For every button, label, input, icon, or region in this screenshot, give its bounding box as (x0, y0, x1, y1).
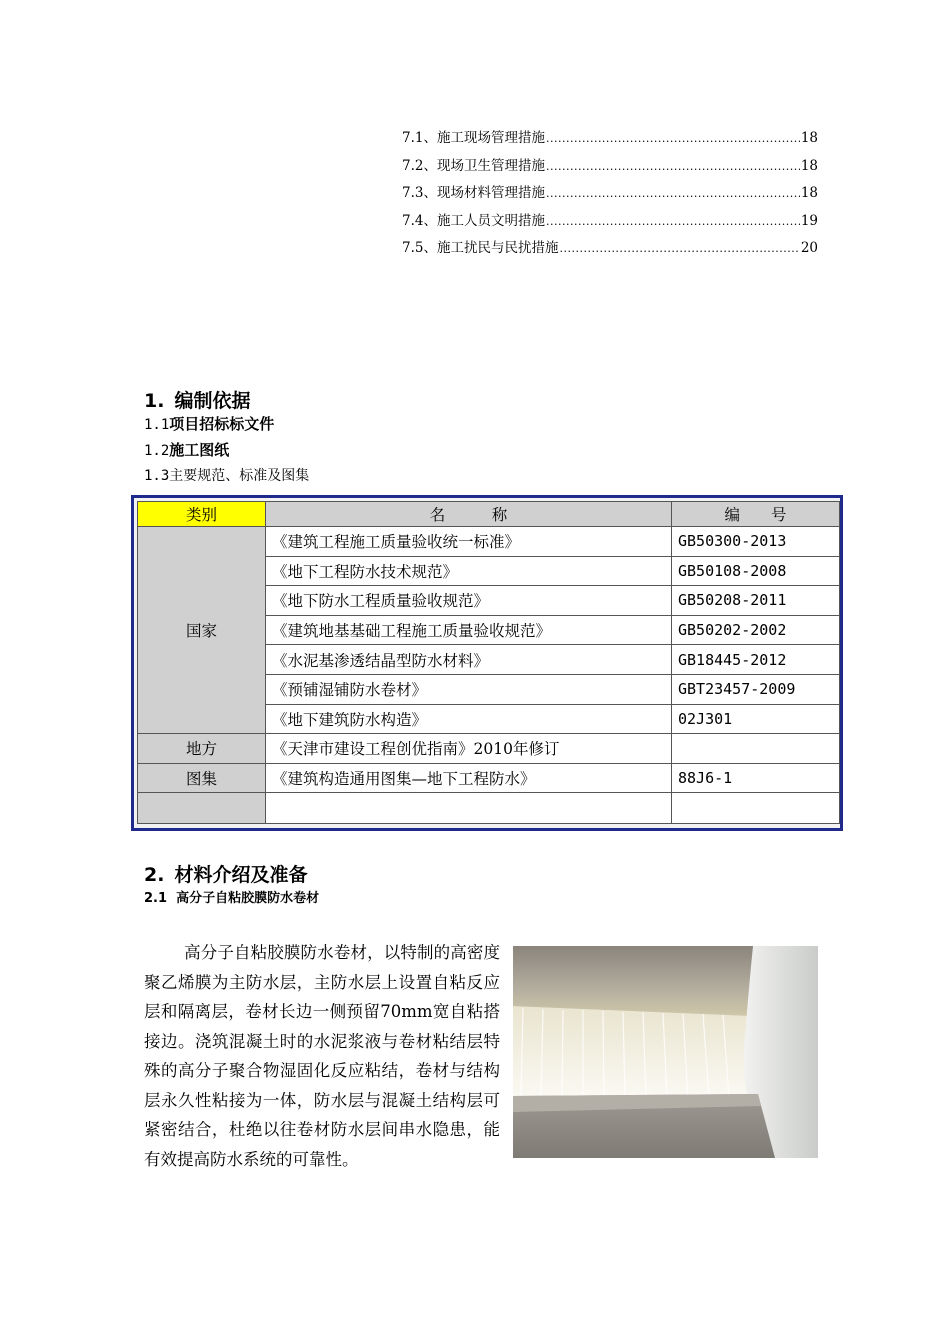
standard-name-cell: 《天津市建设工程创优指南》2010年修订 (266, 734, 672, 764)
toc-entry-label: 7.5、施工扰民与民扰措施 (402, 240, 559, 256)
subsection-title: 施工图纸 (169, 441, 230, 459)
section-number: 2. (144, 864, 165, 886)
toc-entry-page: 20 (800, 240, 818, 256)
toc-entry-label: 7.1、施工现场管理措施 (402, 130, 545, 146)
standard-code-cell: GB50108-2008 (672, 556, 840, 586)
standard-name-cell: 《预铺湿铺防水卷材》 (266, 674, 672, 704)
membrane-product-photo (513, 946, 818, 1158)
table-row (138, 793, 840, 824)
standard-code-cell: GB50300-2013 (672, 527, 840, 557)
toc-entry[interactable] (402, 126, 818, 154)
table-of-contents (402, 126, 818, 264)
toc-leader-dots (546, 215, 800, 228)
standard-name-cell: 《地下工程防水技术规范》 (266, 556, 672, 586)
section-1-heading (144, 386, 250, 413)
standard-name-cell: 《地下建筑防水构造》 (266, 704, 672, 734)
toc-entry[interactable] (402, 154, 818, 182)
subsection-2-1-heading (144, 887, 319, 906)
standard-code-cell: GB18445-2012 (672, 645, 840, 675)
section-number: 1. (144, 390, 165, 412)
standard-code-cell: GB50202-2002 (672, 615, 840, 645)
standard-code-cell: GBT23457-2009 (672, 674, 840, 704)
standard-code-cell: 88J6-1 (672, 763, 840, 793)
subsection-title: 主要规范、标准及图集 (169, 468, 310, 484)
toc-entry[interactable] (402, 236, 818, 264)
standards-table-frame (131, 495, 843, 831)
column-header-category: 类别 (138, 502, 266, 527)
standard-name-cell: 《建筑工程施工质量验收统一标准》 (266, 527, 672, 557)
standard-name-cell: 《地下防水工程质量验收规范》 (266, 586, 672, 616)
toc-entry[interactable] (402, 209, 818, 237)
toc-leader-dots (546, 160, 800, 173)
category-cell: 图集 (138, 763, 266, 793)
standard-code-cell (672, 734, 840, 764)
toc-entry-label: 7.2、现场卫生管理措施 (402, 157, 545, 174)
toc-entry-page: 18 (800, 185, 818, 201)
standard-name-cell: 《水泥基渗透结晶型防水材料》 (266, 645, 672, 675)
toc-entry-page: 19 (800, 212, 818, 229)
toc-entry-page: 18 (800, 130, 818, 146)
subsection-1-1-heading (144, 413, 274, 434)
subsection-1-2-heading (144, 439, 229, 460)
paragraph-text: 高分子自粘胶膜防水卷材，以特制的高密度聚乙烯膜为主防水层，主防水层上设置自粘反应层和隔离层，卷材长边一侧预留70mm宽自粘搭接边。浇筑混凝土时的水泥浆液与卷材粘结层特殊的高分子聚合物湿固化反应粘结，卷材与结构层永久性粘接为一体，防水层与混凝土结构层可紧密结合，杜绝以往卷材防水层间串水隐患，能有效提高防水系统的可靠性。 (144, 943, 500, 1169)
standard-name-cell: 《建筑构造通用图集—地下工程防水》 (266, 763, 672, 793)
category-cell: 国家 (138, 527, 266, 734)
table-row (138, 763, 840, 793)
standard-code-cell: GB50208-2011 (672, 586, 840, 616)
subsection-number: 2.1 (144, 891, 168, 906)
table-header-row (138, 502, 840, 527)
table-row (138, 734, 840, 764)
section-title: 编制依据 (174, 390, 251, 412)
toc-leader-dots (546, 132, 800, 145)
toc-entry-label: 7.3、现场材料管理措施 (402, 185, 545, 201)
subsection-1-3-heading (144, 465, 309, 485)
toc-leader-dots (546, 187, 800, 200)
toc-entry[interactable] (402, 181, 818, 209)
section-2-heading (144, 860, 307, 887)
toc-leader-dots (559, 242, 799, 255)
standard-code-cell (672, 793, 840, 824)
subsection-number: 1.2 (144, 443, 170, 459)
subsection-number: 1.1 (144, 417, 170, 433)
toc-entry-page: 18 (800, 157, 818, 174)
material-description-paragraph (144, 938, 500, 1174)
membrane-photo-illustration (513, 946, 818, 1158)
standard-code-cell: 02J301 (672, 704, 840, 734)
toc-entry-label: 7.4、施工人员文明措施 (402, 212, 545, 229)
column-header-name: 名 称 (266, 502, 672, 527)
section-title: 材料介绍及准备 (174, 864, 308, 886)
category-cell (138, 793, 266, 824)
category-cell: 地方 (138, 734, 266, 764)
subsection-number: 1.3 (144, 468, 170, 484)
standard-name-cell (266, 793, 672, 824)
table-row (138, 527, 840, 557)
subsection-title: 项目招标标文件 (169, 415, 275, 433)
column-header-code: 编 号 (672, 502, 840, 527)
standards-table (137, 501, 840, 824)
standard-name-cell: 《建筑地基基础工程施工质量验收规范》 (266, 615, 672, 645)
subsection-title: 高分子自粘胶膜防水卷材 (176, 891, 320, 906)
